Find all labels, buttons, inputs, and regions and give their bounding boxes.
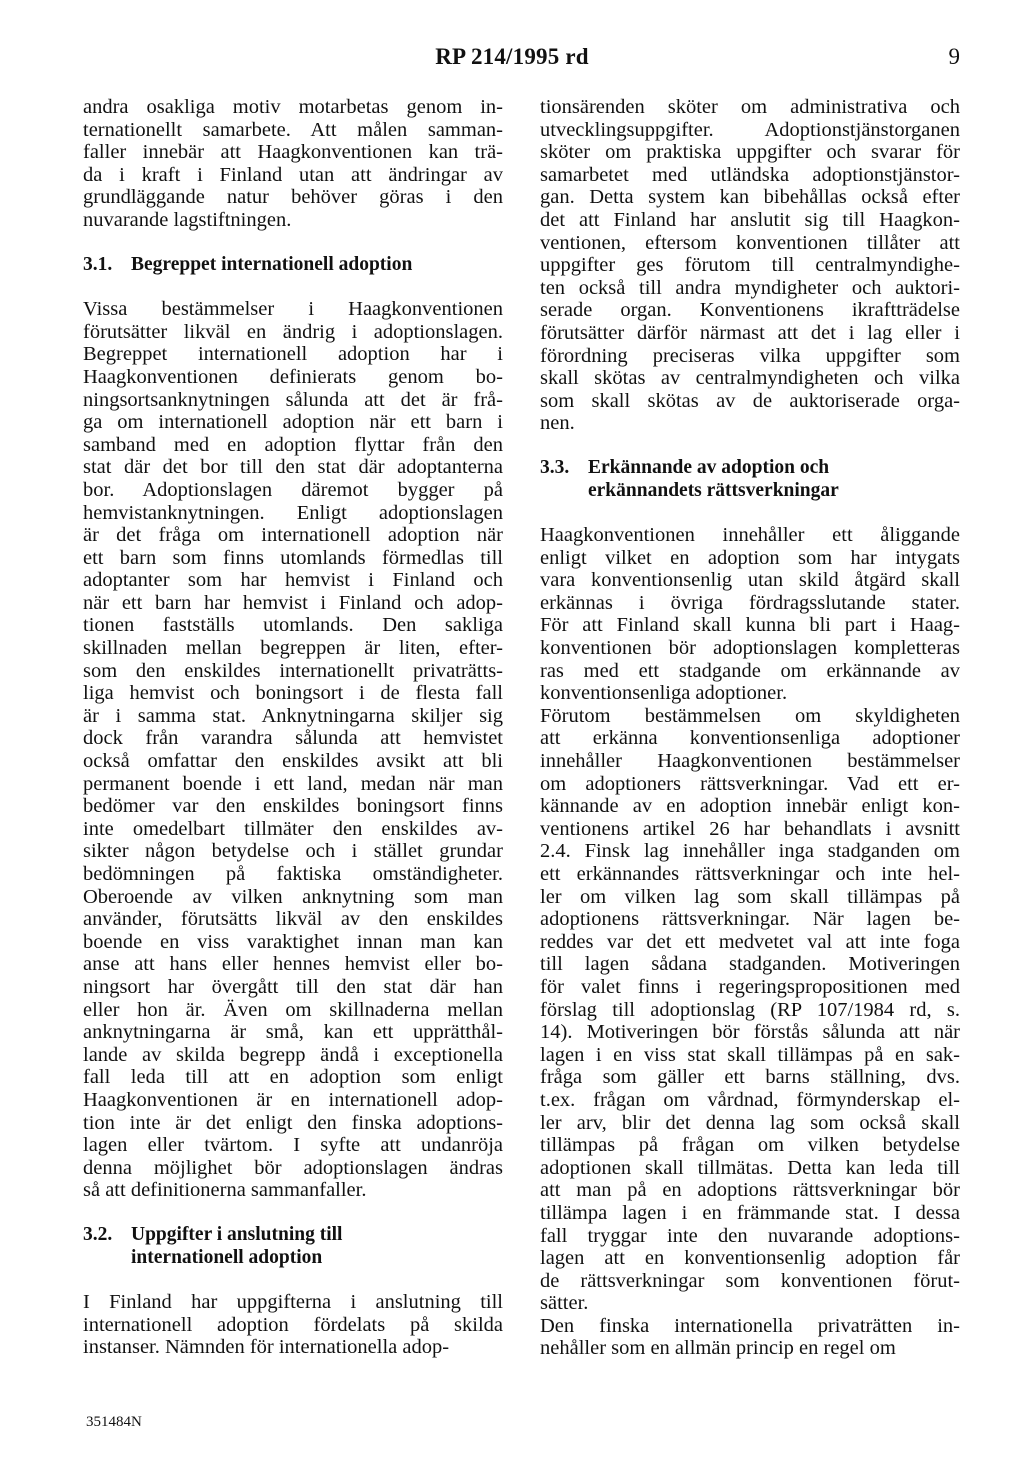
text-line: kännande av en adoption innebär enligt kon- [540,795,960,818]
section-3-1-number: 3.1. [83,253,113,275]
text-line: anknytningarna är små, kan ett upprätthål- [83,1021,503,1044]
text-line: reddes var det ett medvetet val att inte foga [540,930,960,953]
text-line: adoptionens rättsverkningar. När lagen be- [540,908,960,931]
text-line: fall tryggar inte den nuvarande adoptions- [540,1224,960,1247]
section-3-2-number: 3.2. [83,1223,113,1245]
text-line: ternationellt samarbete. Att målen samman- [83,118,503,141]
text-line: instanser. Nämnden för internationella adop- [83,1336,450,1359]
text-line: lagen att en konventionsenlig adoption får [540,1247,960,1270]
text-line: förslag till adoptionslag (RP 107/1984 rd, s. [540,998,960,1021]
page-number: 9 [948,44,960,69]
text-line: inte omedelbart tillmäter den enskildes av- [83,817,503,840]
text-line: bedömningen på faktiska omständigheter. [83,863,503,885]
section-3-2-title-line2: internationell adoption [131,1246,323,1268]
text-line: det att Finland har anslutit sig till Haagkon- [540,208,960,231]
text-line: Den finska internationella privaträtten in- [540,1314,960,1337]
text-line: som den enskildes internationellt privaträtts- [83,659,503,682]
text-line: ler arv, blir det denna lag som också skall [540,1111,960,1134]
text-line: anse att hans eller hennes hemvist eller bo- [83,953,503,976]
text-line: när ett barn har hemvist i Finland och adop- [83,591,503,614]
section-3-3-title-line2: erkännandets rättsverkningar [588,479,839,501]
text-line: fråga som gäller ett barns ställning, dvs. [540,1066,960,1089]
text-line: denna möjlighet bör adoptionslagen ändras [83,1156,503,1179]
text-line: samarbetet med utländska adoptionstjänstor- [540,163,960,186]
text-line: hemvistanknytningen. Enligt adoptionslagen [83,501,503,524]
text-line: gan. Detta system kan bibehållas också efter [540,186,960,209]
text-line: ventionen, eftersom konventionen tillåter att [540,231,960,254]
section-3-3-body [540,524,960,1360]
text-line: grundläggande natur behöver göras i den [83,186,503,209]
text-line: I Finland har uppgifterna i anslutning till [83,1291,503,1314]
text-line: så att definitionerna sammanfaller. [83,1179,367,1202]
text-line: ten också till andra myndigheter och auktori- [540,276,960,299]
text-line: att erkänna konventionsenliga adoptioner [540,727,960,750]
text-line: da i kraft i Finland utan att ändringar av [83,163,503,186]
left-intro-paragraph [83,96,503,232]
section-3-3-number: 3.3. [540,456,570,478]
section-3-1-body [83,298,503,1202]
text-line: ventionens artikel 26 har behandlats i avsnitt [540,817,960,840]
right-column [540,96,960,1360]
text-line: Förutom bestämmelsen om skyldigheten [540,704,960,727]
text-line: konventionsenliga adoptioner. [540,682,788,705]
text-line: också omfattar den enskildes avsikt att bli [83,750,503,773]
text-line: använder, förutsätts likväl av den enskildes [83,908,503,931]
text-line: förutsätter likväl en ändrig i adoptionslagen. [83,320,503,343]
text-line: utvecklingsuppgifter. Adoptionstjänstorganen [540,118,960,141]
text-line: ga om internationell adoption när ett barn i [83,411,503,434]
text-line: ler om vilken lag som skall tillämpas på [540,885,960,908]
text-line: nuvarande lagstiftningen. [83,208,292,231]
text-line: t.ex. frågan om vårdnad, förmynderskap el- [540,1088,960,1111]
text-line: att man på en adoptions rättsverkningar bör [540,1179,960,1202]
text-line: faller innebär att Haagkonventionen kan trä- [83,141,503,164]
text-line: förordning preciseras vilka uppgifter som [540,344,960,367]
section-3-2-heading [83,1224,503,1269]
text-line: ras med ett stadgande om erkännande av [540,659,960,682]
text-line: Haagkonventionen innehåller ett åliggande [540,524,960,547]
text-line: sätter. [540,1292,589,1315]
text-line: boende en viss varaktighet innan man kan [83,930,503,953]
text-line: nen. [540,412,575,435]
text-line: Haagkonventionen definierats genom bo- [83,365,503,388]
section-3-1-title: Begreppet internationell adoption [131,253,413,275]
text-line: enligt vilket en adoption som har intygats [540,546,960,569]
text-line: dock från varandra sålunda att hemvistet [83,727,503,750]
text-line: Begreppet internationell adoption har i [83,343,503,366]
text-line: eller hon är. Även om skillnaderna mellan [83,998,503,1021]
footer-document-code: 351484N [86,1414,142,1430]
text-line: som skall skötas av de auktoriserade orga- [540,389,960,412]
text-line: internationell adoption fördelats på skilda [83,1313,503,1336]
text-line: lagen eller tvärtom. I syfte att undanröja [83,1134,503,1157]
page-header-title: RP 214/1995 rd [435,44,589,69]
text-line: ningsort har övergått till den stat där han [83,975,503,998]
text-line: bor. Adoptionslagen däremot bygger på [83,478,503,501]
text-line: de rättsverkningar som konventionen förut- [540,1269,960,1292]
text-line: bedömer var den enskildes boningsort finns [83,795,503,818]
text-line: tion inte är det enligt den finska adoptions- [83,1111,503,1134]
text-line: fall leda till att en adoption som enligt [83,1066,503,1089]
text-line: Oberoende av vilken anknytning som man [83,885,503,908]
section-3-3-title-line1: Erkännande av adoption och [588,456,830,478]
text-line: ett barn som finns utomlands förmedlas till [83,546,503,569]
text-line: är i samma stat. Anknytningarna skiljer sig [83,704,503,727]
text-line: serade organ. Konventionens ikraftträdelse [540,299,960,322]
text-line: 2.4. Finsk lag innehåller inga stadganden om [540,840,960,863]
text-line: om adoptioners rättsverkningar. Vad ett er- [540,772,960,795]
text-line: 14). Motiveringen bör förstås sålunda att när [540,1021,960,1044]
text-line: samband med en adoption flyttar från den [83,433,503,456]
text-line: innehåller Haagkonventionen bestämmelser [540,750,960,773]
text-line: adoptanter som har hemvist i Finland och [83,569,503,592]
text-line: För att Finland skall kunna bli part i Haag- [540,614,960,637]
text-line: liga hemvist och boningsort i de flesta fall [83,682,503,705]
text-line: tionen fastställs utomlands. Den sakliga [83,614,503,637]
text-line: lande av skilda begrepp ändå i exceptionella [83,1043,503,1066]
text-line: ningsortsanknytningen sålunda att det är frå- [83,388,503,411]
text-line: lagen i en viss stat skall tillämpas på en sak- [540,1043,960,1066]
section-3-1-heading [83,254,503,277]
text-line: uppgifter ges förutom till centralmyndighe- [540,254,960,277]
section-3-2-body [83,1291,503,1359]
text-line: sköter om praktiska uppgifter och svarar för [540,141,960,164]
text-line: vara konventionsenlig utan skild åtgärd skall [540,569,960,592]
text-line: tillämpa lagen i en främmande stat. I dessa [540,1201,960,1224]
text-line: adoptionen skall tillmätas. Detta kan leda till [540,1156,960,1179]
text-line: tionsärenden sköter om administrativa och [540,96,960,118]
text-line: är det fråga om internationell adoption när [83,524,503,547]
text-line: nehåller som en allmän princip en regel om [540,1337,896,1360]
text-line: skillnaden mellan begreppen är liten, efter- [83,637,503,660]
section-3-3-heading [540,457,960,502]
text-line: Haagkonventionen är en internationell adop- [83,1088,503,1111]
text-line: erkännas i övriga fördragsslutande stater. [540,591,960,614]
text-line: förutsätter därför närmast att det i lag eller i [540,321,960,344]
text-line: sikter någon betydelse och i stället grundar [83,840,503,863]
left-column [83,96,503,1359]
section-3-2-title-line1: Uppgifter i anslutning till [131,1223,343,1245]
text-line: ett erkännandes rättsverkningar och inte hel- [540,863,960,885]
right-intro-paragraph [540,96,960,435]
text-line: permanent boende i ett land, medan när man [83,772,503,795]
text-line: tillämpas på frågan om vilken betydelse [540,1134,960,1157]
text-line: stat där det bor till den stat där adoptanterna [83,456,503,479]
text-line: andra osakliga motiv motarbetas genom in- [83,96,503,118]
text-line: till lagen sådana stadganden. Motiveringen [540,953,960,976]
text-line: skall skötas av centralmyndigheten och vilka [540,367,960,390]
text-line: för valet finns i regeringspropositionen med [540,975,960,998]
text-line: konventionen bör adoptionslagen kompletteras [540,637,960,660]
text-line: Vissa bestämmelser i Haagkonventionen [83,298,503,321]
